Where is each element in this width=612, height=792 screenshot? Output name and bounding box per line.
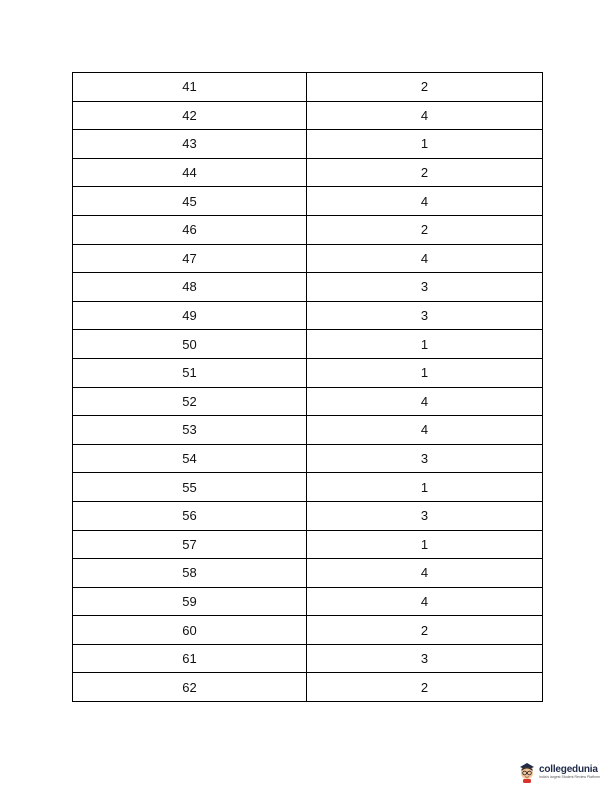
mascot-icon (518, 761, 536, 783)
question-number-cell: 51 (73, 358, 307, 387)
answer-cell: 3 (307, 273, 543, 302)
table-row (73, 273, 543, 302)
answer-cell: 1 (307, 130, 543, 159)
answer-cell: 3 (307, 501, 543, 530)
table-row (73, 73, 543, 102)
question-number-cell: 46 (73, 215, 307, 244)
table-row (73, 244, 543, 273)
question-number-cell: 49 (73, 301, 307, 330)
table-row (73, 559, 543, 588)
answer-cell: 4 (307, 416, 543, 445)
answer-cell: 4 (307, 559, 543, 588)
table-row (73, 158, 543, 187)
table-row (73, 501, 543, 530)
table-row (73, 330, 543, 359)
question-number-cell: 55 (73, 473, 307, 502)
collegedunia-logo (518, 757, 612, 787)
answer-cell: 2 (307, 215, 543, 244)
answer-cell: 2 (307, 158, 543, 187)
question-number-cell: 45 (73, 187, 307, 216)
logo-name: collegedunia (539, 764, 598, 775)
question-number-cell: 62 (73, 673, 307, 702)
table-row (73, 301, 543, 330)
answer-cell: 1 (307, 530, 543, 559)
table-row (73, 616, 543, 645)
table-row (73, 530, 543, 559)
question-number-cell: 52 (73, 387, 307, 416)
answer-cell: 1 (307, 358, 543, 387)
answer-key-table (72, 72, 543, 702)
table-row (73, 101, 543, 130)
question-number-cell: 56 (73, 501, 307, 530)
table-row (73, 358, 543, 387)
question-number-cell: 48 (73, 273, 307, 302)
answer-cell: 4 (307, 387, 543, 416)
answer-cell: 2 (307, 616, 543, 645)
question-number-cell: 50 (73, 330, 307, 359)
table-row (73, 444, 543, 473)
answer-cell: 4 (307, 101, 543, 130)
answer-cell: 2 (307, 673, 543, 702)
question-number-cell: 60 (73, 616, 307, 645)
answer-cell: 4 (307, 187, 543, 216)
answer-cell: 3 (307, 644, 543, 673)
answer-key-body (73, 73, 543, 702)
table-row (73, 673, 543, 702)
question-number-cell: 58 (73, 559, 307, 588)
table-row (73, 416, 543, 445)
question-number-cell: 43 (73, 130, 307, 159)
question-number-cell: 53 (73, 416, 307, 445)
question-number-cell: 61 (73, 644, 307, 673)
table-row (73, 387, 543, 416)
question-number-cell: 57 (73, 530, 307, 559)
answer-cell: 3 (307, 444, 543, 473)
table-row (73, 644, 543, 673)
question-number-cell: 44 (73, 158, 307, 187)
answer-cell: 1 (307, 330, 543, 359)
table-row (73, 187, 543, 216)
question-number-cell: 54 (73, 444, 307, 473)
logo-text (539, 764, 600, 780)
logo-tagline: India's largest Student Review Platform (539, 775, 600, 779)
table-row (73, 215, 543, 244)
question-number-cell: 59 (73, 587, 307, 616)
answer-cell: 1 (307, 473, 543, 502)
table-row (73, 587, 543, 616)
question-number-cell: 41 (73, 73, 307, 102)
table-row (73, 130, 543, 159)
answer-cell: 4 (307, 587, 543, 616)
question-number-cell: 47 (73, 244, 307, 273)
answer-cell: 2 (307, 73, 543, 102)
answer-cell: 4 (307, 244, 543, 273)
table-row (73, 473, 543, 502)
answer-cell: 3 (307, 301, 543, 330)
question-number-cell: 42 (73, 101, 307, 130)
